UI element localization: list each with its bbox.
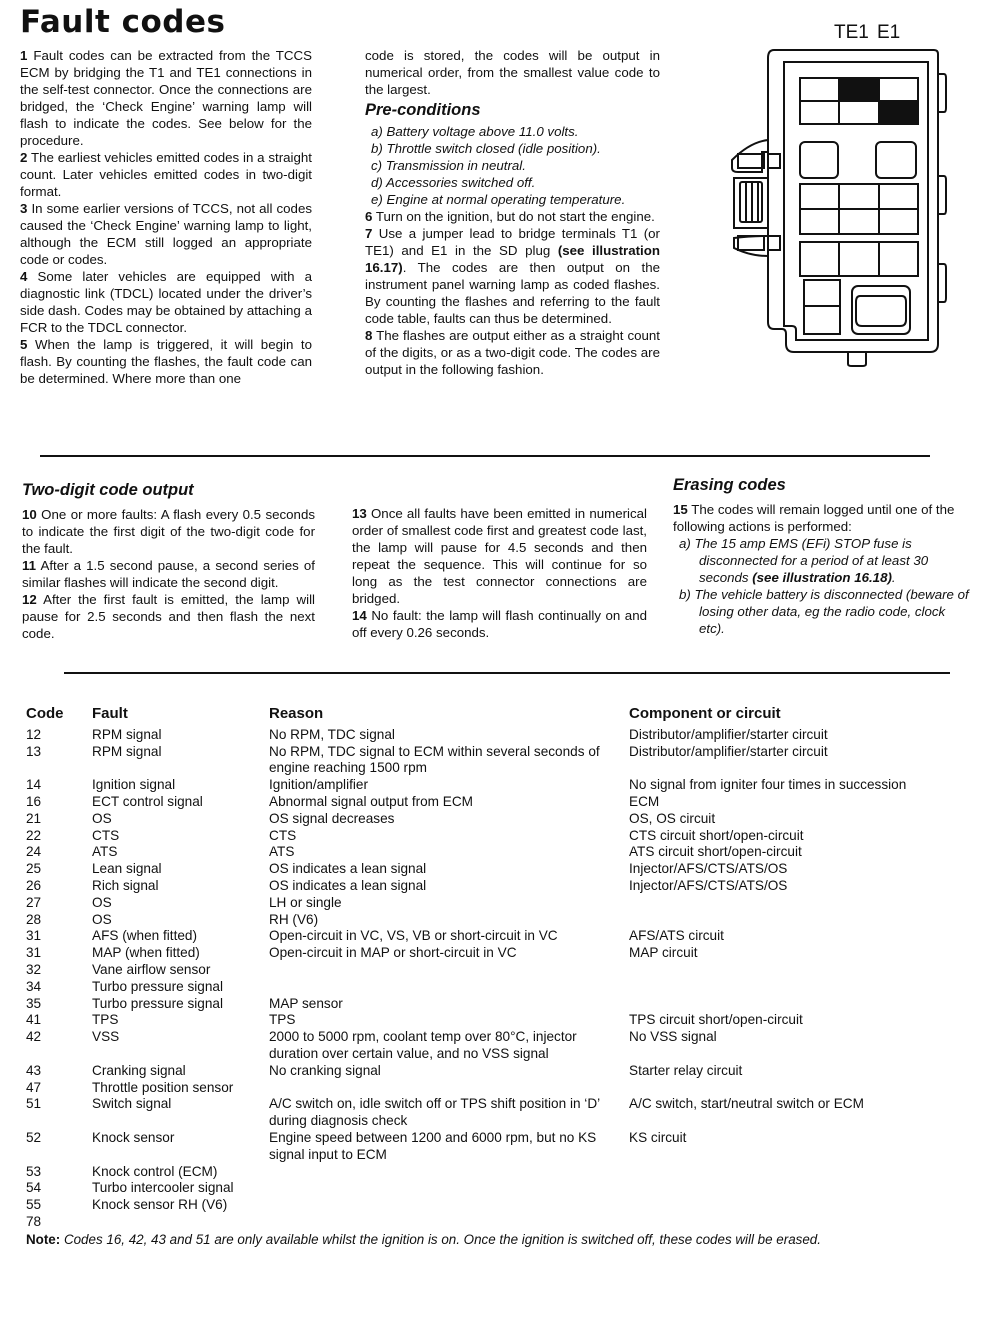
reason-cell: 2000 to 5000 rpm, coolant temp over 80°C, injector duration over certain value, and no VSS signal — [269, 1029, 577, 1061]
table-row — [26, 945, 969, 962]
code-cell: 52 — [26, 1129, 42, 1145]
component-cell: TPS circuit short/open-circuit — [629, 1012, 803, 1028]
paragraph-2: 2 The earliest vehicles emitted codes in a straight count. Later vehicles emitted codes in two-digit format. — [20, 150, 312, 199]
component-cell — [629, 1214, 969, 1231]
code-cell: 26 — [26, 877, 42, 893]
fault-cell: TPS — [92, 1012, 119, 1028]
code-cell: 43 — [26, 1062, 42, 1078]
code-cell: 42 — [26, 1029, 42, 1045]
table-row — [26, 744, 969, 778]
component-cell: ATS circuit short/open-circuit — [629, 844, 802, 860]
reason-cell: Engine speed between 1200 and 6000 rpm, but no KS signal input to ECM — [269, 1129, 597, 1162]
code-cell: 31 — [26, 928, 42, 944]
table-row — [26, 1130, 969, 1164]
code-cell: 54 — [26, 1180, 42, 1196]
table-row — [26, 928, 969, 945]
fault-cell: MAP (when fitted) — [92, 945, 200, 961]
reason-cell: OS indicates a lean signal — [269, 877, 427, 893]
component-cell: A/C switch, start/neutral switch or ECM — [629, 1096, 864, 1112]
table-row — [26, 979, 969, 996]
component-cell: No VSS signal — [629, 1029, 717, 1045]
table-row — [26, 1197, 969, 1214]
code-cell: 55 — [26, 1197, 42, 1213]
component-cell: No signal from igniter four times in succession — [629, 777, 907, 793]
fault-cell — [92, 1214, 269, 1231]
table-header-row — [26, 706, 969, 727]
code-cell: 24 — [26, 844, 42, 860]
code-cell: 28 — [26, 911, 42, 927]
table-row — [26, 811, 969, 828]
fault-cell: ECT control signal — [92, 793, 203, 809]
fault-cell: AFS (when fitted) — [92, 928, 198, 944]
divider-top — [40, 455, 930, 457]
table-row — [26, 828, 969, 845]
fault-cell: OS — [92, 911, 112, 927]
table-row — [26, 1063, 969, 1080]
te1-label: TE1 — [834, 22, 869, 43]
fault-cell: Ignition signal — [92, 777, 176, 793]
code-cell: 35 — [26, 995, 42, 1011]
procedure-column — [365, 47, 660, 378]
erasing-item: b) The vehicle battery is disconnected (beware of losing other data, eg the radio code, clock etc). — [679, 587, 969, 636]
table-row — [26, 794, 969, 811]
table-row — [26, 1080, 969, 1097]
fault-cell: CTS — [92, 827, 120, 843]
fault-cell: Knock sensor — [92, 1129, 175, 1145]
code-cell: 32 — [26, 961, 42, 977]
component-cell — [629, 996, 969, 1013]
code-cell: 12 — [26, 726, 42, 742]
header-component: Component or circuit — [629, 705, 781, 722]
component-cell: Injector/AFS/CTS/ATS/OS — [629, 877, 788, 893]
code-cell: 13 — [26, 743, 42, 759]
preconditions-list — [365, 123, 660, 208]
code-cell: 27 — [26, 894, 42, 910]
component-cell — [629, 979, 969, 996]
component-cell: ECM — [629, 793, 660, 809]
component-cell: Starter relay circuit — [629, 1062, 743, 1078]
te1-terminal — [839, 78, 879, 101]
component-cell — [629, 895, 969, 912]
table-row — [26, 727, 969, 744]
paragraph-15: 15 The codes will remain logged until one of the following actions is performed: — [673, 502, 955, 534]
fault-cell: OS — [92, 810, 112, 826]
two-digit-heading: Two-digit code output — [22, 481, 194, 499]
component-cell: Distributor/amplifier/starter circuit — [629, 743, 828, 759]
header-reason: Reason — [269, 705, 324, 722]
paragraph-1: 1 Fault codes can be extracted from the TCCS ECM by bridging the T1 and TE1 connections in the self-test connector. Once the connections are bridged, the ‘Check Engine’ warning lamp will flash to indicate the codes. See below for the procedure. — [20, 48, 312, 148]
fault-cell: Switch signal — [92, 1096, 172, 1112]
paragraph-5: 5 When the lamp is triggered, it will begin to flash. By counting the flashes, the fault code can be determined. Where more than one — [20, 337, 312, 386]
precondition-item: a) Battery voltage above 11.0 volts. — [371, 124, 579, 139]
table-row — [26, 1012, 969, 1029]
paragraph-12: 12 After the first fault is emitted, the lamp will pause for 2.5 seconds and then flash the next code. — [22, 592, 315, 641]
component-cell: Distributor/amplifier/starter circuit — [629, 726, 828, 742]
reason-cell: OS indicates a lean signal — [269, 861, 427, 877]
reason-cell — [269, 1164, 629, 1181]
code-cell: 31 — [26, 945, 42, 961]
page-title: Fault codes — [20, 4, 226, 40]
precondition-item: e) Engine at normal operating temperature. — [371, 192, 626, 207]
table-row — [26, 777, 969, 794]
connector-diagram — [724, 44, 950, 370]
table-row — [26, 844, 969, 861]
component-cell — [629, 962, 969, 979]
fault-code-table — [26, 706, 969, 1231]
code-cell: 47 — [26, 1079, 42, 1095]
fault-cell: Lean signal — [92, 861, 162, 877]
fault-cell: Rich signal — [92, 877, 159, 893]
fault-cell: Turbo intercooler signal — [92, 1180, 234, 1196]
paragraph-4: 4 Some later vehicles are equipped with a diagnostic link (TDCL) located under the driver’s side dash. Codes may be obtained by attaching a FCR to the TDCL connector. — [20, 269, 312, 335]
paragraph-10: 10 One or more faults: A flash every 0.5 seconds to indicate the first digit of the two-digit code for the fault. — [22, 507, 315, 556]
reason-cell: CTS — [269, 827, 297, 843]
table-row — [26, 1096, 969, 1130]
e1-label: E1 — [877, 22, 901, 43]
paragraph-8: 8 The flashes are output either as a straight count of the digits, or as a two-digit code. The codes are output in the following fashion. — [365, 328, 660, 377]
code-cell: 53 — [26, 1163, 42, 1179]
reason-cell — [269, 1080, 629, 1097]
reason-cell: No RPM, TDC signal — [269, 726, 395, 742]
paragraph-3: 3 In some earlier versions of TCCS, not all codes caused the ‘Check Engine’ warning lamp to light, although the ECM still logged an appropriate code or codes. — [20, 201, 312, 267]
table-row — [26, 962, 969, 979]
reason-cell: Abnormal signal output from ECM — [269, 793, 473, 809]
code-cell: 51 — [26, 1096, 42, 1112]
component-cell: AFS/ATS circuit — [629, 928, 724, 944]
code-cell: 21 — [26, 810, 42, 826]
erasing-heading: Erasing codes — [673, 476, 786, 494]
header-fault: Fault — [92, 705, 128, 722]
reason-cell: TPS — [269, 1012, 296, 1028]
table-note: Note: Codes 16, 42, 43 and 51 are only available whilst the ignition is on. Once the ignition is switched off, these codes will be erased. — [26, 1232, 821, 1247]
reason-cell: Ignition/amplifier — [269, 777, 368, 793]
fault-cell: Turbo pressure signal — [92, 978, 223, 994]
e1-terminal — [879, 101, 918, 124]
component-cell — [629, 1164, 969, 1181]
reason-cell: No RPM, TDC signal to ECM within several seconds of engine reaching 1500 rpm — [269, 743, 600, 776]
code-cell: 34 — [26, 978, 42, 994]
code-cell: 25 — [26, 861, 42, 877]
component-cell: Injector/AFS/CTS/ATS/OS — [629, 861, 788, 877]
table-row — [26, 878, 969, 895]
fault-cell: ATS — [92, 844, 118, 860]
fault-cell: RPM signal — [92, 743, 162, 759]
table-row — [26, 1164, 969, 1181]
reason-cell — [269, 1180, 629, 1197]
two-digit-column-2 — [352, 505, 647, 641]
paragraph-11: 11 After a 1.5 second pause, a second series of similar flashes will indicate the second digit. — [22, 558, 315, 590]
reason-cell: LH or single — [269, 894, 342, 910]
fault-cell: Cranking signal — [92, 1062, 186, 1078]
reason-cell: No cranking signal — [269, 1062, 381, 1078]
component-cell: OS, OS circuit — [629, 810, 716, 826]
component-cell: MAP circuit — [629, 945, 698, 961]
precondition-item: d) Accessories switched off. — [371, 175, 536, 190]
table-row — [26, 861, 969, 878]
reason-cell: OS signal decreases — [269, 810, 395, 826]
code-cell: 78 — [26, 1213, 42, 1229]
two-digit-column-1 — [22, 506, 315, 642]
code-cell: 22 — [26, 827, 42, 843]
divider-bottom — [64, 672, 950, 674]
code-cell: 14 — [26, 777, 42, 793]
fault-cell: OS — [92, 894, 112, 910]
component-cell — [629, 1197, 969, 1214]
component-cell: CTS circuit short/open-circuit — [629, 827, 804, 843]
table-row — [26, 996, 969, 1013]
paragraph-6: 6 Turn on the ignition, but do not start the engine. — [365, 209, 655, 224]
table-row — [26, 912, 969, 929]
intro-column — [20, 47, 312, 387]
component-cell — [629, 1080, 969, 1097]
reason-cell: Open-circuit in MAP or short-circuit in VC — [269, 945, 517, 961]
component-cell — [629, 1180, 969, 1197]
reason-cell — [269, 979, 629, 996]
erasing-item: a) The 15 amp EMS (EFi) STOP fuse is disconnected for a period of at least 30 seconds (see illustration 16.18). — [679, 536, 929, 585]
preconditions-heading: Pre-conditions — [365, 101, 481, 119]
fault-cell: VSS — [92, 1029, 120, 1045]
reason-cell — [269, 962, 629, 979]
component-cell: KS circuit — [629, 1129, 687, 1145]
precondition-item: c) Transmission in neutral. — [371, 158, 526, 173]
code-cell: 41 — [26, 1012, 42, 1028]
paragraph-7: 7 Use a jumper lead to bridge terminals T1 (or TE1) and E1 in the SD plug (see illustration 16.17). The codes are then output on the instrument panel warning lamp as coded flashes. By counting the flashes and referring to the fault code table, faults can thus be determined. — [365, 226, 660, 326]
fault-cell: Vane airflow sensor — [92, 961, 211, 977]
reason-cell: MAP sensor — [269, 995, 343, 1011]
code-cell: 16 — [26, 793, 42, 809]
reason-cell: A/C switch on, idle switch off or TPS shift position in ‘D’ during diagnosis check — [269, 1096, 600, 1129]
fault-cell: Knock sensor RH (V6) — [92, 1197, 228, 1213]
paragraph-13: 13 Once all faults have been emitted in numerical order of smallest code first and greatest code last, the lamp will pause for 4.5 seconds and then repeat the sequence. This will continue for so long as the test connector connections are bridged. — [352, 506, 647, 606]
reason-cell: RH (V6) — [269, 911, 319, 927]
precondition-item: b) Throttle switch closed (idle position). — [371, 141, 601, 156]
erasing-list — [673, 535, 971, 637]
table-row — [26, 1180, 969, 1197]
reason-cell: ATS — [269, 844, 295, 860]
reason-cell — [269, 1197, 629, 1214]
fault-cell: Knock control (ECM) — [92, 1163, 218, 1179]
fault-cell: Turbo pressure signal — [92, 995, 223, 1011]
component-cell — [629, 912, 969, 929]
header-code: Code — [26, 705, 64, 722]
reason-cell: Open-circuit in VC, VS, VB or short-circuit in VC — [269, 928, 558, 944]
fault-cell: Throttle position sensor — [92, 1079, 234, 1095]
reason-cell — [269, 1214, 629, 1231]
continued-paragraph: code is stored, the codes will be output in numerical order, from the smallest value code to the largest. — [365, 48, 660, 97]
erasing-column — [673, 501, 971, 637]
table-row — [26, 895, 969, 912]
table-row — [26, 1214, 969, 1231]
paragraph-14: 14 No fault: the lamp will flash continually on and off every 0.26 seconds. — [352, 608, 647, 640]
table-row — [26, 1029, 969, 1063]
fault-cell: RPM signal — [92, 726, 162, 742]
